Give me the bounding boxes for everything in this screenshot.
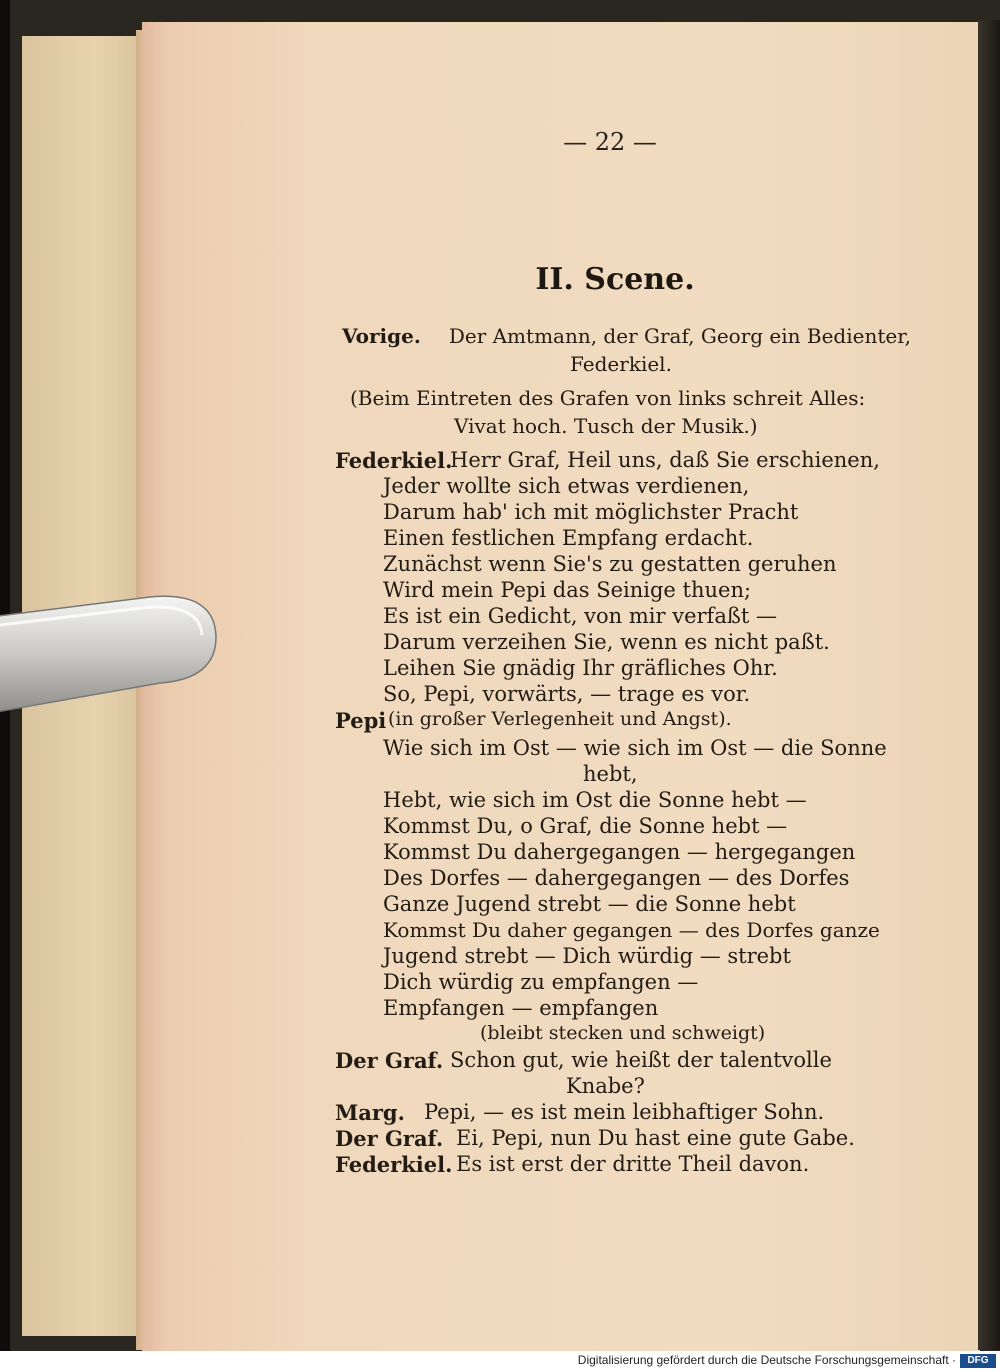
- verse-line: Es ist ein Gedicht, von mir verfaßt —: [383, 604, 777, 628]
- stage-direction-inline: (bleibt stecken und schweigt): [480, 1022, 766, 1044]
- cast-label: Vorige.: [342, 324, 421, 348]
- speaker-label: Marg.: [335, 1100, 405, 1125]
- verse-line: Leihen Sie gnädig Ihr gräfliches Ohr.: [383, 656, 778, 680]
- verse-line: Ganze Jugend strebt — die Sonne hebt: [383, 892, 796, 916]
- footer-credit: Digitalisierung gefördert durch die Deutsche Forschungsgemeinschaft ·: [577, 1353, 956, 1367]
- verse-line: Schon gut, wie heißt der talentvolle: [450, 1048, 832, 1072]
- verse-line: hebt,: [583, 762, 638, 786]
- page-clip: [0, 595, 220, 715]
- speaker-label: Federkiel.: [335, 448, 453, 473]
- stage-direction: [350, 384, 905, 440]
- verse-line: Dich würdig zu empfangen —: [383, 970, 699, 994]
- verse-line: Jugend strebt — Dich würdig — strebt: [383, 944, 791, 968]
- verse-line: Darum verzeihen Sie, wenn es nicht paßt.: [383, 630, 830, 654]
- cast-line-1: Der Amtmann, der Graf, Georg ein Bedienter,: [448, 324, 911, 348]
- right-shadow: [978, 20, 1000, 1350]
- speaker-label: Pepi: [335, 708, 387, 733]
- verse-line: Wird mein Pepi das Seinige thuen;: [383, 578, 752, 602]
- verse-line: Herr Graf, Heil uns, daß Sie erschienen,: [450, 448, 880, 472]
- verse-line: Darum hab' ich mit möglichster Pracht: [383, 500, 799, 524]
- scene-title: II. Scene.: [535, 262, 695, 297]
- speaker-label: Federkiel.: [335, 1152, 453, 1177]
- verse-line: Hebt, wie sich im Ost die Sonne hebt —: [383, 788, 807, 812]
- verse-line: Es ist erst der dritte Theil davon.: [456, 1152, 810, 1176]
- verse-line: So, Pepi, vorwärts, — trage es vor.: [383, 682, 751, 706]
- verse-line: Pepi, — es ist mein leibhaftiger Sohn.: [424, 1100, 825, 1124]
- verse-line: Jeder wollte sich etwas verdienen,: [383, 474, 750, 498]
- verse-line: Kommst Du daher gegangen — des Dorfes ganze: [383, 918, 880, 942]
- verse-line: Ei, Pepi, nun Du hast eine gute Gabe.: [456, 1126, 855, 1150]
- stage-line-1: (Beim Eintreten des Grafen von links schreit Alles:: [350, 386, 866, 410]
- verse-line: Des Dorfes — dahergegangen — des Dorfes: [383, 866, 850, 890]
- footer-bar: [0, 1351, 1000, 1371]
- verse-line: Kommst Du, o Graf, die Sonne hebt —: [383, 814, 788, 838]
- cast-line-2: Federkiel.: [570, 352, 672, 376]
- stage-line-2: Vivat hoch. Tusch der Musik.): [454, 414, 758, 438]
- dfg-logo: DFG: [960, 1354, 996, 1368]
- verse-line: Kommst Du dahergegangen — hergegangen: [383, 840, 856, 864]
- stage-direction-inline: (in großer Verlegenheit und Angst).: [388, 708, 732, 730]
- speaker-label: Der Graf.: [335, 1048, 444, 1073]
- verse-line: Wie sich im Ost — wie sich im Ost — die Sonne: [383, 736, 887, 760]
- verse-line: Knabe?: [566, 1074, 645, 1098]
- verse-line: Zunächst wenn Sie's zu gestatten geruhen: [383, 552, 837, 576]
- page-number: — 22 —: [563, 128, 657, 156]
- verse-line: Einen festlichen Empfang erdacht.: [383, 526, 754, 550]
- verse-line: Empfangen — empfangen: [383, 996, 659, 1020]
- speaker-label: Der Graf.: [335, 1126, 444, 1151]
- cast-list: [342, 322, 912, 378]
